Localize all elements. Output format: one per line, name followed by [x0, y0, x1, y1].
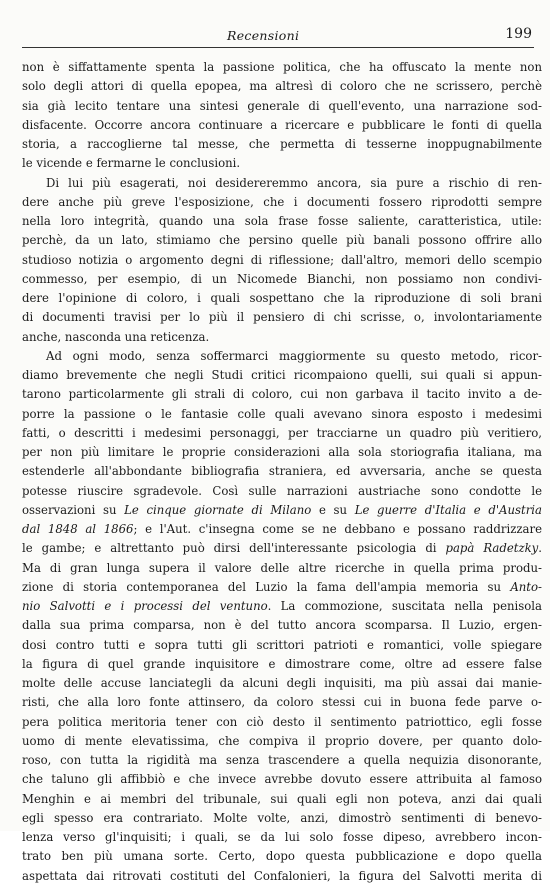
text-line: nella loro integrità, quando una sola frase fosse saliente, caratteristica, utile:	[22, 214, 542, 228]
text-line: per non più limitare le proprie considerazioni alla sola storiografia italiana, ma	[22, 445, 542, 459]
text-line: diamo brevemente che negli Studi critici ricompaiono quelli, sui quali si appun-	[22, 368, 542, 382]
text-line: fatti, o descritti i medesimi personaggi, per tracciarne un quadro più veritiero,	[22, 425, 542, 440]
text-line: Ma di gran lunga supera il valore delle altre ricerche in quella prima produ-	[22, 560, 542, 575]
header-rule	[22, 47, 534, 48]
text-line: aspettata dai ritrovati costituti del Confalonieri, la figura del Salvotti merita di	[22, 868, 542, 883]
page-header	[22, 22, 532, 44]
text-line: storia, a raccoglierne tal messe, che permetta di tesserne inoppugnabilmente	[22, 137, 542, 151]
text-line: dere l'opinione di coloro, i quali sospettano che la riproduzione di soli brani	[22, 291, 542, 305]
text-line: di documenti travisi per lo più il pensiero di chi scrisse, o, involontariamente	[22, 310, 542, 325]
text-line: studioso notizia o argomento degni di riflessione; dall'altro, memori dello scempio	[22, 252, 542, 267]
text-line: Ad ogni modo, senza soffermarci maggiormente su questo metodo, ricor-	[46, 348, 542, 363]
page-number: 199	[505, 26, 532, 42]
text-line: pera politica meritoria tener con ciò desto il sentimento patriottico, egli fosse	[22, 714, 542, 729]
text-line: tarono particolarmente gli strali di coloro, cui non garbava il tacito invito a de-	[22, 387, 542, 402]
text-line: egli spesso era contrariato. Molte volte, anzi, dimostrò sentimenti di benevo-	[22, 810, 542, 825]
text-line: le vicende e fermarne le conclusioni.	[22, 156, 241, 171]
text-line: Menghin e ai membri del tribunale, sui quali egli non poteva, anzi dai quali	[22, 791, 542, 806]
text-line: trato ben più umana sorte. Certo, dopo questa pubblicazione e dopo quella	[22, 849, 542, 864]
text-line: dal 1848 al 1866; e l'Aut. c'insegna come se ne debbano e possano raddrizzare	[22, 522, 542, 536]
text-line: porre la passione o le fantasie colle quali avevano sinora esposto i medesimi	[22, 406, 542, 421]
body-text	[22, 58, 542, 886]
text-line: solo degli attori di quella epopea, ma altresì di coloro che ne scrissero, perchè	[22, 79, 542, 94]
text-line: Di lui più esagerati, noi desidereremmo ancora, sia pure a rischio di ren-	[46, 175, 542, 190]
text-line: le gambe; e altrettanto può dirsi dell'interessante psicologia di papà Radetzky.	[22, 541, 542, 556]
text-line: estenderle all'abbondante bibliografia straniera, ed avversaria, anche se questa	[22, 464, 542, 479]
text-line: commesso, per esempio, di un Nicomede Bianchi, non possiamo non condivi-	[22, 271, 542, 286]
running-title: Recensioni	[227, 28, 300, 43]
text-line: potesse riuscire sgradevole. Così sulle narrazioni austriache sono condotte le	[22, 483, 542, 498]
text-line: che taluno gli affibbiò e che invece avrebbe dovuto essere attribuita al famoso	[22, 772, 542, 787]
text-line: dere anche più greve l'esposizione, che i documenti fossero riprodotti sempre	[22, 194, 542, 209]
text-line: dalla sua prima comparsa, non è del tutto ancora scomparsa. Il Luzio, ergen-	[22, 618, 542, 633]
text-line: risti, che alla loro fonte attinsero, da coloro stessi cui in buona fede parve o-	[22, 695, 542, 710]
text-line: dosi contro tutti e sopra tutti gli scrittori patrioti e romantici, volle spiegare	[22, 637, 542, 652]
text-line: lenza verso gl'inquisiti; i quali, se da lui solo fosse dipeso, avrebbero incon-	[22, 830, 542, 844]
text-line: nio Salvotti e i processi del ventuno. La commozione, suscitata nella penisola	[22, 599, 542, 613]
text-line: la figura di quel grande inquisitore e dimostrare come, oltre ad essere false	[22, 656, 542, 671]
text-line: disfacente. Occorre ancora continuare a ricercare e pubblicare le fonti di quella	[22, 117, 542, 132]
text-line: roso, con tutta la rigidità ma senza trascendere a quella nequizia disonorante,	[22, 753, 542, 767]
text-line: zione di storia contemporanea del Luzio la fama dell'ampia memoria su Anto-	[22, 579, 542, 594]
text-line: perchè, da un lato, stimiamo che persino quelle più banali possono offrire allo	[22, 233, 542, 248]
text-line: sia già lecito tentare una sintesi generale di quell'evento, una narrazione sod-	[22, 98, 542, 113]
text-line: molte delle accuse lanciategli da alcuni degli inquisiti, ma più assai dai manie-	[22, 676, 542, 690]
text-line: uomo di mente elevatissima, che compiva il proprio dovere, per quanto dolo-	[22, 733, 542, 748]
text-line: osservazioni su Le cinque giornate di Milano e su Le guerre d'Italia e d'Austria	[22, 502, 542, 517]
text-line: anche, nasconda una reticenza.	[22, 329, 210, 344]
text-line: non è siffattamente spenta la passione politica, che ha offuscato la mente non	[22, 60, 542, 74]
